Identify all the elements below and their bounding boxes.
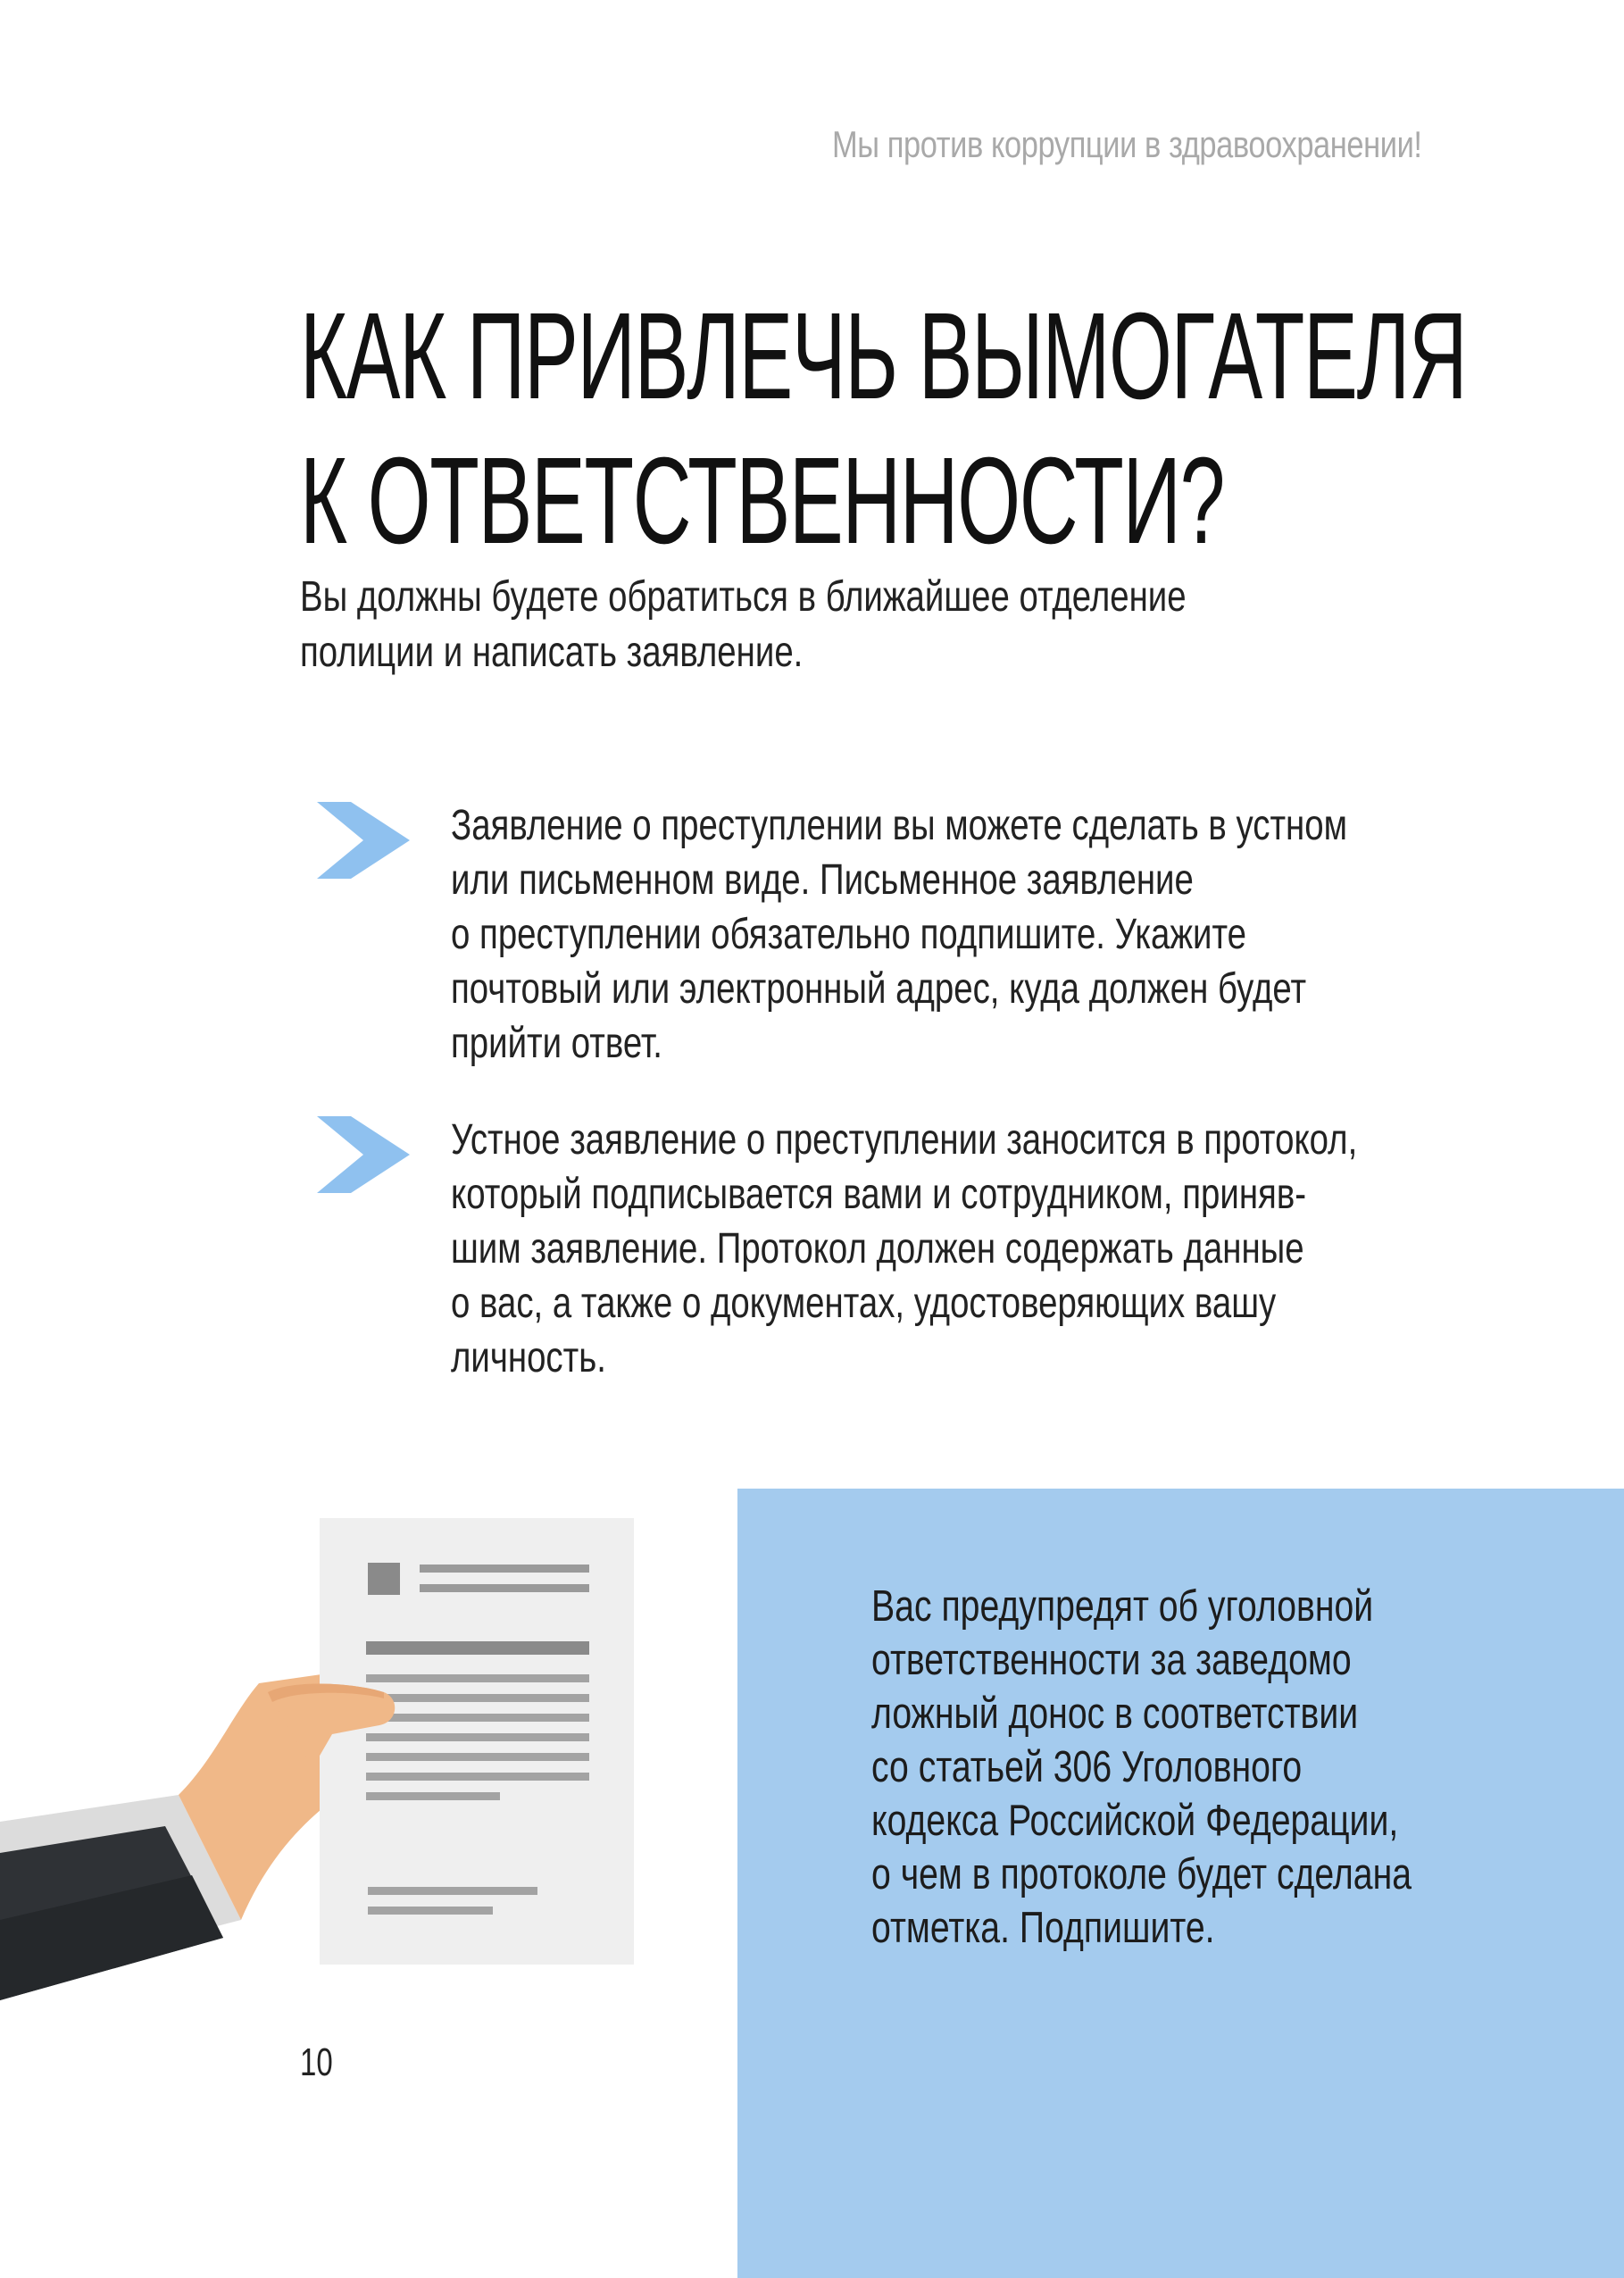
callout-line: со статьей 306 Уголовного <box>871 1743 1303 1791</box>
callout-line: ответственности за заведомо <box>871 1636 1352 1684</box>
callout-text <box>871 1580 1412 1955</box>
bullet-line: Устное заявление о преступлении заносится в протокол, <box>451 1116 1358 1164</box>
bullet-line: о вас, а также о документах, удостоверяющих вашу <box>451 1280 1277 1327</box>
bullet-line: о преступлении обязательно подпишите. Укажите <box>451 911 1246 958</box>
bullet-line: который подписывается вами и сотрудником, приняв- <box>451 1171 1307 1218</box>
hand-holding-document-illustration <box>0 1500 661 2000</box>
intro-line: Вы должны будете обратиться в ближайшее отделение <box>300 573 1187 621</box>
bullet-line: шим заявление. Протокол должен содержать данные <box>451 1225 1304 1273</box>
title-line-1: КАК ПРИВЛЕЧЬ ВЫМОГАТЕЛЯ <box>300 288 1467 425</box>
header-tagline: Мы против коррупции в здравоохранении! <box>832 123 1422 165</box>
page-number: 10 <box>300 2040 333 2084</box>
bullet-text <box>451 798 1347 1071</box>
page-title <box>300 284 1466 573</box>
title-line-2: К ОТВЕТСТВЕННОСТИ? <box>300 432 1225 570</box>
callout-box <box>737 1489 1624 2278</box>
bullet-line: или письменном виде. Письменное заявление <box>451 856 1194 904</box>
callout-line: кодекса Российской Федерации, <box>871 1797 1399 1845</box>
bullet-line: прийти ответ. <box>451 1020 662 1067</box>
callout-line: отметка. Подпишите. <box>871 1904 1215 1952</box>
intro-line: полиции и написать заявление. <box>300 629 804 676</box>
document-paper <box>320 1518 634 1965</box>
intro-paragraph <box>300 570 1187 680</box>
callout-line: ложный донос в соответствии <box>871 1690 1359 1738</box>
chevron-right-icon <box>317 802 410 879</box>
callout-line: о чем в протоколе будет сделана <box>871 1850 1412 1898</box>
chevron-right-icon <box>317 1116 410 1193</box>
bullet-line: почтовый или электронный адрес, куда должен будет <box>451 965 1307 1013</box>
bullet-line: личность. <box>451 1334 606 1381</box>
bullet-text <box>451 1113 1357 1385</box>
callout-line: Вас предупредят об уголовной <box>871 1582 1374 1631</box>
bullet-line: Заявление о преступлении вы можете сделать в устном <box>451 802 1347 849</box>
